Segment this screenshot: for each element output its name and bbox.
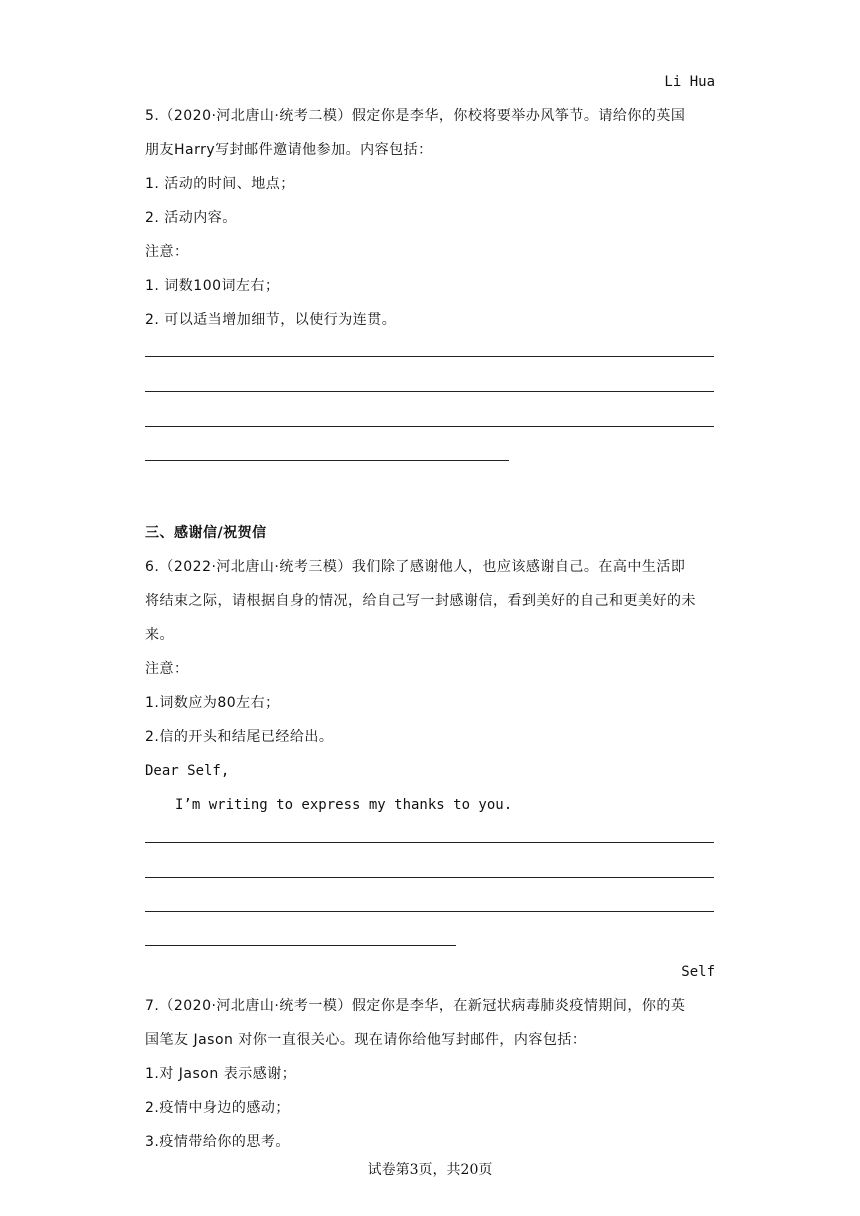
q5-content-item-1: 1. 活动的时间、地点； <box>145 176 295 192</box>
q5-answer-line-3[interactable] <box>145 426 714 427</box>
section-heading: 三、感谢信/祝贺信 <box>145 525 267 541</box>
q5-answer-line-1[interactable] <box>145 356 714 357</box>
q6-prompt-line-1: 6.（2022·河北唐山·统考三模）我们除了感谢他人，也应该感谢自己。在高中生活即 <box>145 559 686 575</box>
q6-prompt-line-2: 将结束之际，请根据自身的情况，给自己写一封感谢信，看到美好的自己和更美好的未 <box>145 593 696 609</box>
q5-answer-line-2[interactable] <box>145 391 714 392</box>
q5-prompt-line-1: 5.（2020·河北唐山·统考二模）假定你是李华，你校将要举办风筝节。请给你的英国 <box>145 108 686 124</box>
q6-greeting: Dear Self, <box>145 763 230 779</box>
q5-prompt-line-2: 朋友Harry写封邮件邀请他参加。内容包括： <box>145 142 433 158</box>
q6-answer-line-4[interactable] <box>145 945 456 946</box>
q7-content-item-3: 3.疫情带给你的思考。 <box>145 1134 290 1150</box>
q6-note-1: 1.词数应为80左右； <box>145 695 280 711</box>
q5-answer-line-4[interactable] <box>145 460 509 461</box>
page-footer: 试卷第3页，共20页 <box>367 1162 493 1178</box>
q7-prompt-line-2: 国笔友 Jason 对你一直很关心。现在请你给他写封邮件，内容包括： <box>145 1032 587 1048</box>
q6-answer-line-2[interactable] <box>145 877 714 878</box>
q7-content-item-2: 2.疫情中身边的感动； <box>145 1100 290 1116</box>
q6-prompt-line-3: 来。 <box>145 627 174 643</box>
q6-answer-line-3[interactable] <box>145 911 714 912</box>
q6-answer-line-1[interactable] <box>145 842 714 843</box>
q5-note-2: 2. 可以适当增加细节，以使行为连贯。 <box>145 312 397 328</box>
q7-content-item-1: 1.对 Jason 表示感谢； <box>145 1066 297 1082</box>
q5-signature: Li Hua <box>664 74 715 90</box>
q6-note-label: 注意： <box>145 661 189 677</box>
q5-content-item-2: 2. 活动内容。 <box>145 210 237 226</box>
q6-opening-sentence: I’m writing to express my thanks to you. <box>175 797 513 813</box>
q6-signature: Self <box>681 964 715 980</box>
q6-note-2: 2.信的开头和结尾已经给出。 <box>145 729 334 745</box>
q5-note-1: 1. 词数100词左右； <box>145 278 280 294</box>
q7-prompt-line-1: 7.（2020·河北唐山·统考一模）假定你是李华，在新冠状病毒肺炎疫情期间，你的英 <box>145 998 686 1014</box>
q5-note-label: 注意： <box>145 244 189 260</box>
